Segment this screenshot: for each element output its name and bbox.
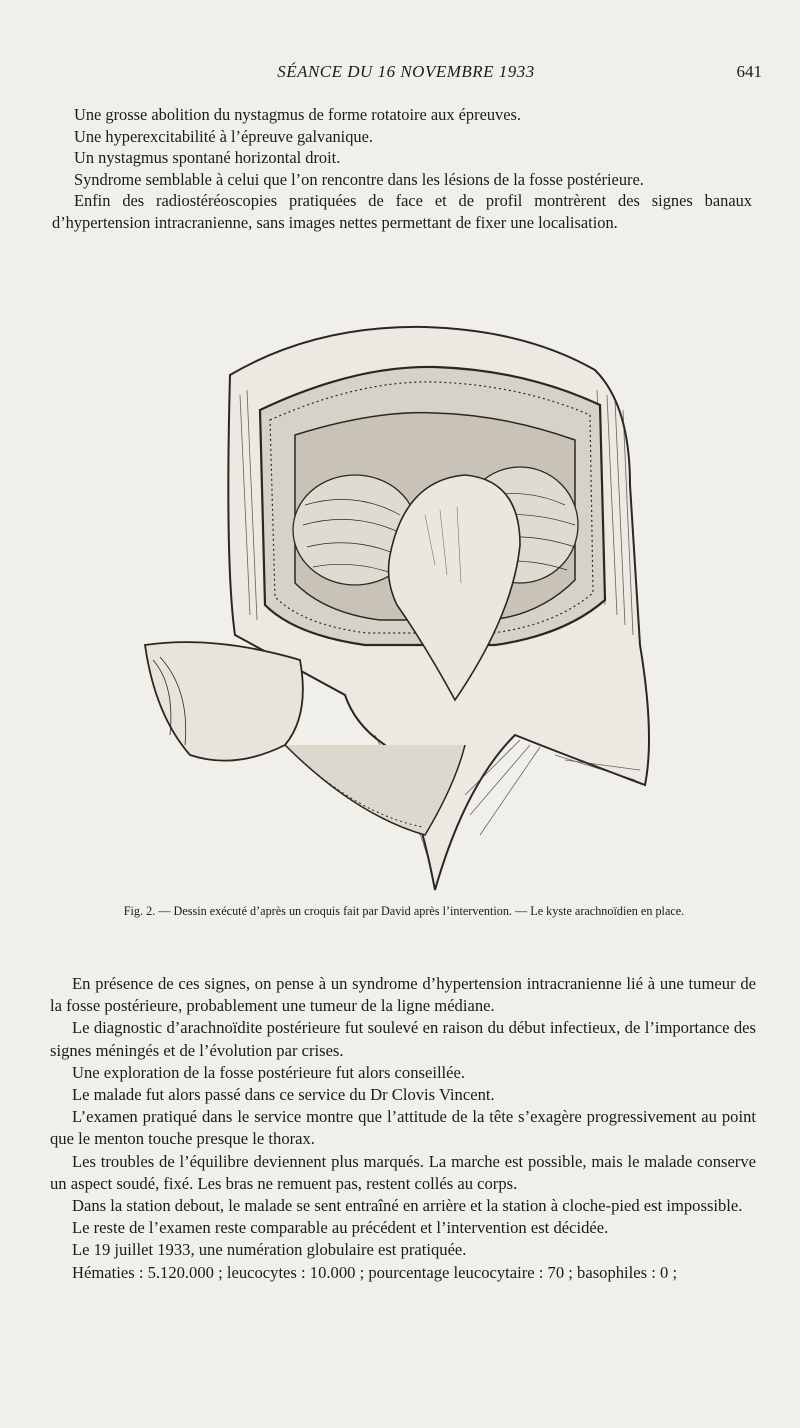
paragraph: Le 19 juillet 1933, une numération globulaire est pratiquée. — [72, 1240, 467, 1260]
bone-flap — [145, 642, 303, 760]
paragraph: Dans la station debout, le malade se sent entraîné en arrière et la station à cloche-pied est impossible. — [72, 1196, 743, 1216]
top-text-block — [52, 104, 752, 233]
paragraph: Le reste de l’examen reste comparable au précédent et l’intervention est décidée. — [72, 1218, 609, 1238]
page-number: 641 — [736, 62, 762, 81]
running-head — [50, 62, 762, 88]
paragraph: Une exploration de la fosse postérieure fut alors conseillée. — [72, 1062, 466, 1082]
cyst-drawing — [135, 315, 670, 900]
paragraph: Enfin des radiostéréoscopies pratiquées de face et de profil montrèrent des signes banaux d’hypertension intracranienne, sans images nettes permettant de fixer une localisation. — [52, 191, 752, 232]
paragraph: Une grosse abolition du nystagmus de forme rotatoire aux épreuves. — [74, 105, 521, 124]
figure-caption-text: — Dessin exécuté d’après un croquis fait par David après l’intervention. — Le kyste arachnoïdien en place. — [158, 904, 685, 918]
paragraph: Syndrome semblable à celui que l’on rencontre dans les lésions de la fosse postérieure. — [74, 169, 644, 189]
paragraph: En présence de ces signes, on pense à un syndrome d’hypertension intracranienne lié à une tumeur de la fosse postérieure, probablement une tumeur de la ligne médiane. — [50, 974, 756, 1016]
running-head-title: SÉANCE DU 16 NOVEMBRE 1933 — [277, 62, 535, 81]
paragraph: Une hyperexcitabilité à l’épreuve galvanique. — [74, 126, 373, 146]
paragraph: L’examen pratiqué dans le service montre que l’attitude de la tête s’exagère progressivement au point que le menton touche presque le thorax. — [50, 1107, 756, 1149]
figure-caption — [52, 904, 756, 919]
paragraph: Un nystagmus spontané horizontal droit. — [74, 148, 341, 167]
paragraph: Les troubles de l’équilibre deviennent plus marqués. La marche est possible, mais le malade conserve un aspect soudé, fixé. Les bras ne remuent pas, restent collés au corps. — [50, 1151, 756, 1193]
paragraph: Hématies : 5.120.000 ; leucocytes : 10.000 ; pourcentage leucocytaire : 70 ; basophiles : 0 ; — [72, 1262, 678, 1282]
bottom-text-block — [50, 973, 756, 1284]
paragraph: Le malade fut alors passé dans ce service du Dr Clovis Vincent. — [72, 1085, 495, 1105]
anatomical-illustration — [135, 315, 670, 900]
paragraph: Le diagnostic d’arachnoïdite postérieure fut soulevé en raison du début infectieux, de l’importance des signes méningés et de l’évolution par crises. — [50, 1018, 756, 1060]
figure-label: Fig. 2. — [123, 904, 156, 918]
